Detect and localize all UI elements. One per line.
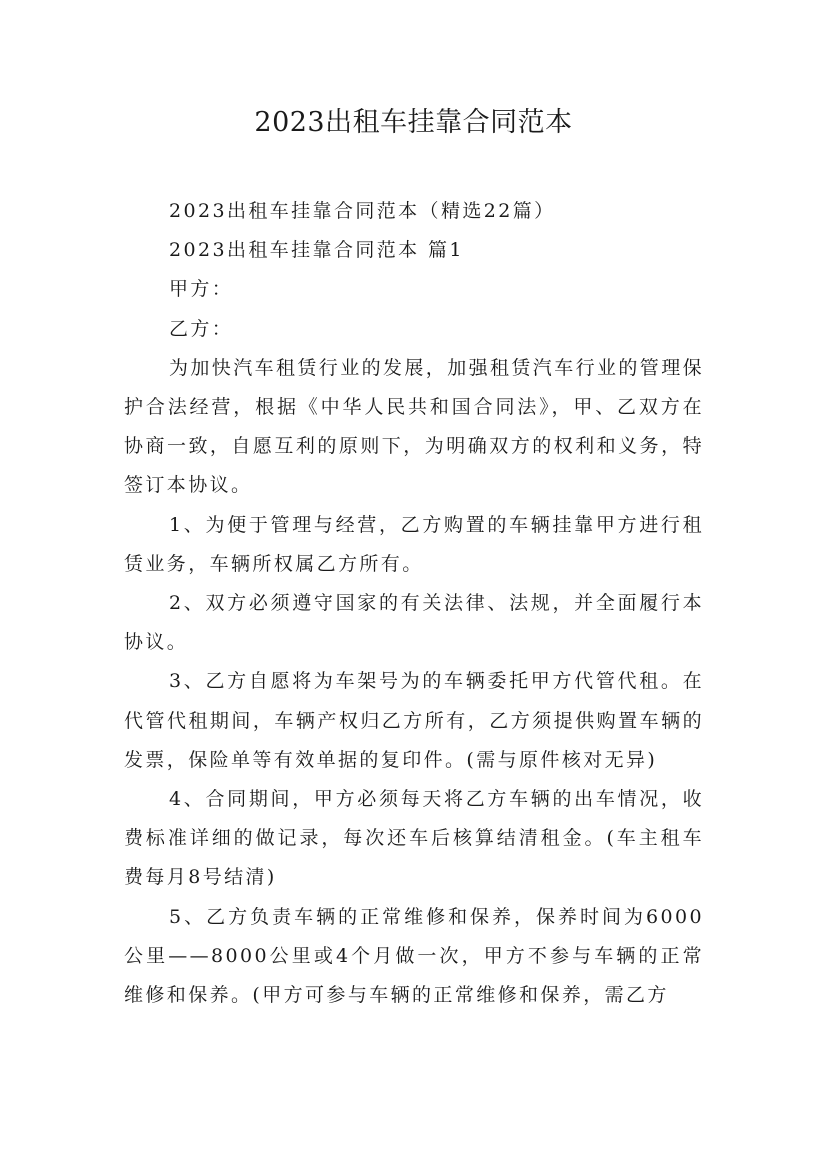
section-heading: 2023出租车挂靠合同范本 篇1 <box>169 239 464 262</box>
preamble-paragraph: 为加快汽车租赁行业的发展，加强租赁汽车行业的管理保护合法经营，根据《中华人民共和国合同法》，甲、乙双方在协商一致，自愿互利的原则下，为明确双方的权利和义务，特签订本协议。 <box>124 356 705 497</box>
clause-5: 5、乙方负责车辆的正常维修和保养，保养时间为6000公里——8000公里或4个月做一次，甲方不参与车辆的正常维修和保养。(甲方可参与车辆的正常维修和保养，需乙方 <box>124 905 704 1007</box>
document-body <box>124 192 704 1015</box>
clause-2: 2、双方必须遵守国家的有关法律、法规，并全面履行本协议。 <box>124 592 704 654</box>
clause-4: 4、合同期间，甲方必须每天将乙方车辆的出车情况，收费标准详细的做记录，每次还车后核算结清租金。(车主租车费每月8号结清) <box>124 788 704 889</box>
document-subtitle: 2023出租车挂靠合同范本（精选22篇） <box>169 200 556 222</box>
clause-3: 3、乙方自愿将为车架号为的车辆委托甲方代管代租。在代管代租期间，车辆产权归乙方所有，乙方须提供购置车辆的发票，保险单等有效单据的复印件。(需与原件核对无异) <box>124 670 704 771</box>
clause-1: 1、为便于管理与经营，乙方购置的车辆挂靠甲方进行租赁业务，车辆所权属乙方所有。 <box>124 513 704 575</box>
party-b-line: 乙方： <box>169 317 234 340</box>
document-title: 2023出租车挂靠合同范本 <box>254 107 573 138</box>
party-a-line: 甲方： <box>169 278 234 301</box>
